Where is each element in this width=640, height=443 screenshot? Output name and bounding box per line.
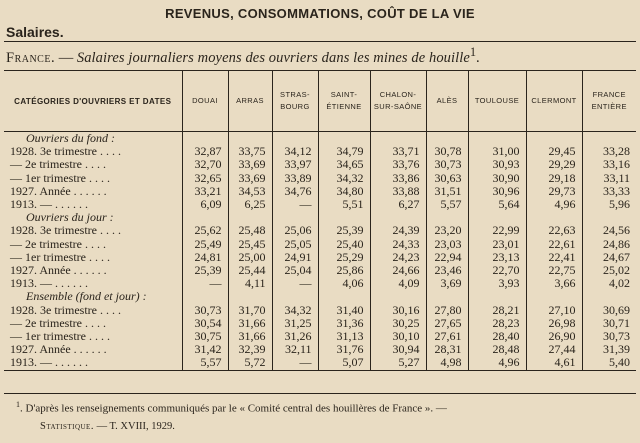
value-cell: 30,10 <box>370 330 426 343</box>
value-cell: 25,29 <box>318 251 370 264</box>
value-cell: 34,80 <box>318 185 370 198</box>
empty-cell <box>318 132 370 146</box>
group-label: Ouvriers du fond : <box>26 131 115 145</box>
value-cell: 31,42 <box>182 343 228 356</box>
value-cell: 31,13 <box>318 330 370 343</box>
value-cell: 22,41 <box>526 251 582 264</box>
value-cell: 22,94 <box>426 251 468 264</box>
value-cell: 3,93 <box>468 277 526 290</box>
value-cell: 33,69 <box>228 158 272 171</box>
value-cell: 6,27 <box>370 198 426 211</box>
value-cell: 30,69 <box>582 304 636 317</box>
value-cell: 33,69 <box>228 172 272 185</box>
value-cell: 28,21 <box>468 304 526 317</box>
value-cell: 34,12 <box>272 145 318 158</box>
value-cell: 25,86 <box>318 264 370 277</box>
value-cell: 6,09 <box>182 198 228 211</box>
title-text: Salaires journaliers moyens des ouvriers dans les mines de houille <box>76 49 470 66</box>
value-cell: 31,66 <box>228 330 272 343</box>
value-cell: 25,48 <box>228 224 272 237</box>
category-header: CATÉGORIES D'OUVRIERS ET DATES <box>4 71 182 132</box>
row-label: — 2e trimestre . . . . <box>10 315 106 330</box>
value-cell: — <box>272 277 318 290</box>
value-cell: 25,05 <box>272 238 318 251</box>
value-cell: 23,46 <box>426 264 468 277</box>
value-cell: 4,96 <box>468 356 526 370</box>
value-cell: 4,96 <box>526 198 582 211</box>
value-cell: 30,63 <box>426 172 468 185</box>
row-label: 1928. 3e trimestre . . . . <box>10 223 121 238</box>
value-cell: 33,76 <box>370 158 426 171</box>
column-header: ALÈS <box>426 71 468 132</box>
row-label: 1913. — . . . . . . <box>10 197 88 212</box>
group-label: Ensemble (fond et jour) : <box>26 289 147 304</box>
value-cell: 31,70 <box>228 304 272 317</box>
value-cell: 30,93 <box>468 158 526 171</box>
empty-cell <box>468 290 526 303</box>
empty-cell <box>468 132 526 146</box>
value-cell: 5,27 <box>370 356 426 370</box>
value-cell: 30,16 <box>370 304 426 317</box>
empty-cell <box>526 132 582 146</box>
row-label: — 2e trimestre . . . . <box>10 236 106 251</box>
value-cell: 4,06 <box>318 277 370 290</box>
value-cell: 33,89 <box>272 172 318 185</box>
value-cell: 27,65 <box>426 317 468 330</box>
value-cell: 34,76 <box>272 185 318 198</box>
value-cell: 22,61 <box>526 238 582 251</box>
value-cell: 24,91 <box>272 251 318 264</box>
row-label: — 1er trimestre . . . . <box>10 329 110 344</box>
header-row <box>4 71 636 132</box>
value-cell: 25,39 <box>318 224 370 237</box>
table-row <box>4 356 636 370</box>
value-cell: 30,75 <box>182 330 228 343</box>
value-cell: 32,39 <box>228 343 272 356</box>
country-label: France. <box>6 49 56 66</box>
value-cell: 28,31 <box>426 343 468 356</box>
running-title: REVENUS, CONSOMMATIONS, COÛT DE LA VIE <box>165 6 475 21</box>
value-cell: 23,03 <box>426 238 468 251</box>
value-cell: 31,25 <box>272 317 318 330</box>
value-cell: 25,39 <box>182 264 228 277</box>
value-cell: 24,39 <box>370 224 426 237</box>
row-label: 1928. 3e trimestre . . . . <box>10 302 121 317</box>
group-row <box>4 290 636 303</box>
value-cell: 30,94 <box>370 343 426 356</box>
value-cell: 33,86 <box>370 172 426 185</box>
table-row <box>4 172 636 185</box>
value-cell: 22,63 <box>526 224 582 237</box>
value-cell: 33,33 <box>582 185 636 198</box>
empty-cell <box>272 132 318 146</box>
value-cell: 27,61 <box>426 330 468 343</box>
value-cell: 29,18 <box>526 172 582 185</box>
value-cell: 31,00 <box>468 145 526 158</box>
value-cell: 32,87 <box>182 145 228 158</box>
value-cell: 33,16 <box>582 158 636 171</box>
value-cell: 33,21 <box>182 185 228 198</box>
value-cell: 30,54 <box>182 317 228 330</box>
empty-cell <box>526 290 582 303</box>
column-header: DOUAI <box>182 71 228 132</box>
value-cell: 30,78 <box>426 145 468 158</box>
row-label: 1928. 3e trimestre . . . . <box>10 144 121 159</box>
column-header: CLERMONT <box>526 71 582 132</box>
empty-cell <box>370 290 426 303</box>
value-cell: 30,25 <box>370 317 426 330</box>
table-row <box>4 158 636 171</box>
value-cell: 27,80 <box>426 304 468 317</box>
column-header: SAINT-ÉTIENNE <box>318 71 370 132</box>
row-label: 1913. — . . . . . . <box>10 276 88 291</box>
row-label: 1927. Année . . . . . . <box>10 183 107 198</box>
empty-cell <box>228 132 272 146</box>
row-label: — 2e trimestre . . . . <box>10 157 106 172</box>
value-cell: 24,81 <box>182 251 228 264</box>
value-cell: 31,39 <box>582 343 636 356</box>
value-cell: 31,76 <box>318 343 370 356</box>
value-cell: 31,66 <box>228 317 272 330</box>
empty-cell <box>182 290 228 303</box>
empty-cell <box>370 132 426 146</box>
section-heading: Salaires. <box>6 24 64 40</box>
wages-table <box>4 70 636 371</box>
value-cell: 33,11 <box>582 172 636 185</box>
value-cell: 4,11 <box>228 277 272 290</box>
group-row <box>4 132 636 146</box>
value-cell: 32,70 <box>182 158 228 171</box>
value-cell: 25,49 <box>182 238 228 251</box>
value-cell: 25,44 <box>228 264 272 277</box>
value-cell: 25,00 <box>228 251 272 264</box>
value-cell: 31,26 <box>272 330 318 343</box>
value-cell: 5,96 <box>582 198 636 211</box>
row-label: — 1er trimestre . . . . <box>10 249 110 264</box>
value-cell: 34,32 <box>318 172 370 185</box>
value-cell: 34,32 <box>272 304 318 317</box>
empty-cell <box>182 132 228 146</box>
value-cell: 27,10 <box>526 304 582 317</box>
table-row <box>4 224 636 237</box>
value-cell: 24,86 <box>582 238 636 251</box>
value-cell: — <box>272 198 318 211</box>
empty-cell <box>228 290 272 303</box>
value-cell: 33,97 <box>272 158 318 171</box>
value-cell: 5,51 <box>318 198 370 211</box>
value-cell: 25,40 <box>318 238 370 251</box>
empty-cell <box>272 290 318 303</box>
value-cell: 29,45 <box>526 145 582 158</box>
row-label: — 1er trimestre . . . . <box>10 170 110 185</box>
empty-cell <box>426 290 468 303</box>
value-cell: 32,11 <box>272 343 318 356</box>
value-cell: 22,75 <box>526 264 582 277</box>
value-cell: 5,57 <box>426 198 468 211</box>
value-cell: 28,40 <box>468 330 526 343</box>
value-cell: 25,04 <box>272 264 318 277</box>
value-cell: 30,71 <box>582 317 636 330</box>
value-cell: 3,66 <box>526 277 582 290</box>
value-cell: 26,90 <box>526 330 582 343</box>
value-cell: 29,73 <box>526 185 582 198</box>
value-cell: 34,53 <box>228 185 272 198</box>
value-cell: 28,48 <box>468 343 526 356</box>
table-row <box>4 304 636 317</box>
footnote-mark: 1 <box>469 45 476 59</box>
value-cell: 33,88 <box>370 185 426 198</box>
value-cell: 29,29 <box>526 158 582 171</box>
value-cell: 31,51 <box>426 185 468 198</box>
value-cell: 4,61 <box>526 356 582 370</box>
group-label: Ouvriers du jour : <box>26 210 114 225</box>
value-cell: 24,66 <box>370 264 426 277</box>
value-cell: 31,40 <box>318 304 370 317</box>
value-cell: — <box>182 277 228 290</box>
top-rule <box>4 41 636 42</box>
value-cell: — <box>272 356 318 370</box>
value-cell: 6,25 <box>228 198 272 211</box>
value-cell: 33,28 <box>582 145 636 158</box>
value-cell: 25,45 <box>228 238 272 251</box>
table-row <box>4 343 636 356</box>
empty-cell <box>426 132 468 146</box>
value-cell: 23,20 <box>426 224 468 237</box>
value-cell: 23,13 <box>468 251 526 264</box>
value-cell: 30,73 <box>582 330 636 343</box>
empty-cell <box>318 290 370 303</box>
column-header: TOULOUSE <box>468 71 526 132</box>
value-cell: 28,23 <box>468 317 526 330</box>
value-cell: 25,62 <box>182 224 228 237</box>
source-citation <box>40 421 175 432</box>
row-label: 1927. Année . . . . . . <box>10 263 107 278</box>
value-cell: 22,99 <box>468 224 526 237</box>
title-dash: — <box>55 49 77 66</box>
column-header: STRAS-BOURG <box>272 71 318 132</box>
empty-cell <box>582 290 636 303</box>
table-row <box>4 264 636 277</box>
table-row <box>4 185 636 198</box>
value-cell: 23,01 <box>468 238 526 251</box>
value-cell: 30,96 <box>468 185 526 198</box>
source-rest: — T. XVIII, 1929. <box>93 421 175 432</box>
row-label: 1913. — . . . . . . <box>4 356 182 370</box>
footnote-rule <box>4 393 636 394</box>
value-cell: 5,72 <box>228 356 272 370</box>
value-cell: 24,56 <box>582 224 636 237</box>
value-cell: 34,65 <box>318 158 370 171</box>
value-cell: 24,67 <box>582 251 636 264</box>
table-title: France. — Salaires journaliers moyens des ouvriers dans les mines de houille$^1$. <box>6 45 480 66</box>
value-cell: 25,06 <box>272 224 318 237</box>
value-cell: 4,09 <box>370 277 426 290</box>
source-name: Statistique. <box>40 421 94 432</box>
value-cell: 5,40 <box>582 356 636 370</box>
value-cell: 5,64 <box>468 198 526 211</box>
value-cell: 25,02 <box>582 264 636 277</box>
value-cell: 30,90 <box>468 172 526 185</box>
footnote: $^1$. D'après les renseignements communiqués par le « Comité central des houillères de France ». — <box>16 400 447 415</box>
value-cell: 31,36 <box>318 317 370 330</box>
column-header: CHALON-SUR-SAÔNE <box>370 71 426 132</box>
value-cell: 30,73 <box>426 158 468 171</box>
column-header: FRANCE ENTIÈRE <box>582 71 636 132</box>
value-cell: 4,98 <box>426 356 468 370</box>
value-cell: 33,75 <box>228 145 272 158</box>
column-header: ARRAS <box>228 71 272 132</box>
value-cell: 4,02 <box>582 277 636 290</box>
value-cell: 22,70 <box>468 264 526 277</box>
value-cell: 3,69 <box>426 277 468 290</box>
value-cell: 26,98 <box>526 317 582 330</box>
value-cell: 5,57 <box>182 356 228 370</box>
table-body <box>4 132 636 371</box>
value-cell: 24,33 <box>370 238 426 251</box>
value-cell: 5,07 <box>318 356 370 370</box>
empty-cell <box>582 132 636 146</box>
value-cell: 32,65 <box>182 172 228 185</box>
value-cell: 24,23 <box>370 251 426 264</box>
row-label: 1927. Année . . . . . . <box>10 342 107 357</box>
table-row <box>4 238 636 251</box>
value-cell: 34,79 <box>318 145 370 158</box>
value-cell: 27,44 <box>526 343 582 356</box>
value-cell: 33,71 <box>370 145 426 158</box>
value-cell: 30,73 <box>182 304 228 317</box>
